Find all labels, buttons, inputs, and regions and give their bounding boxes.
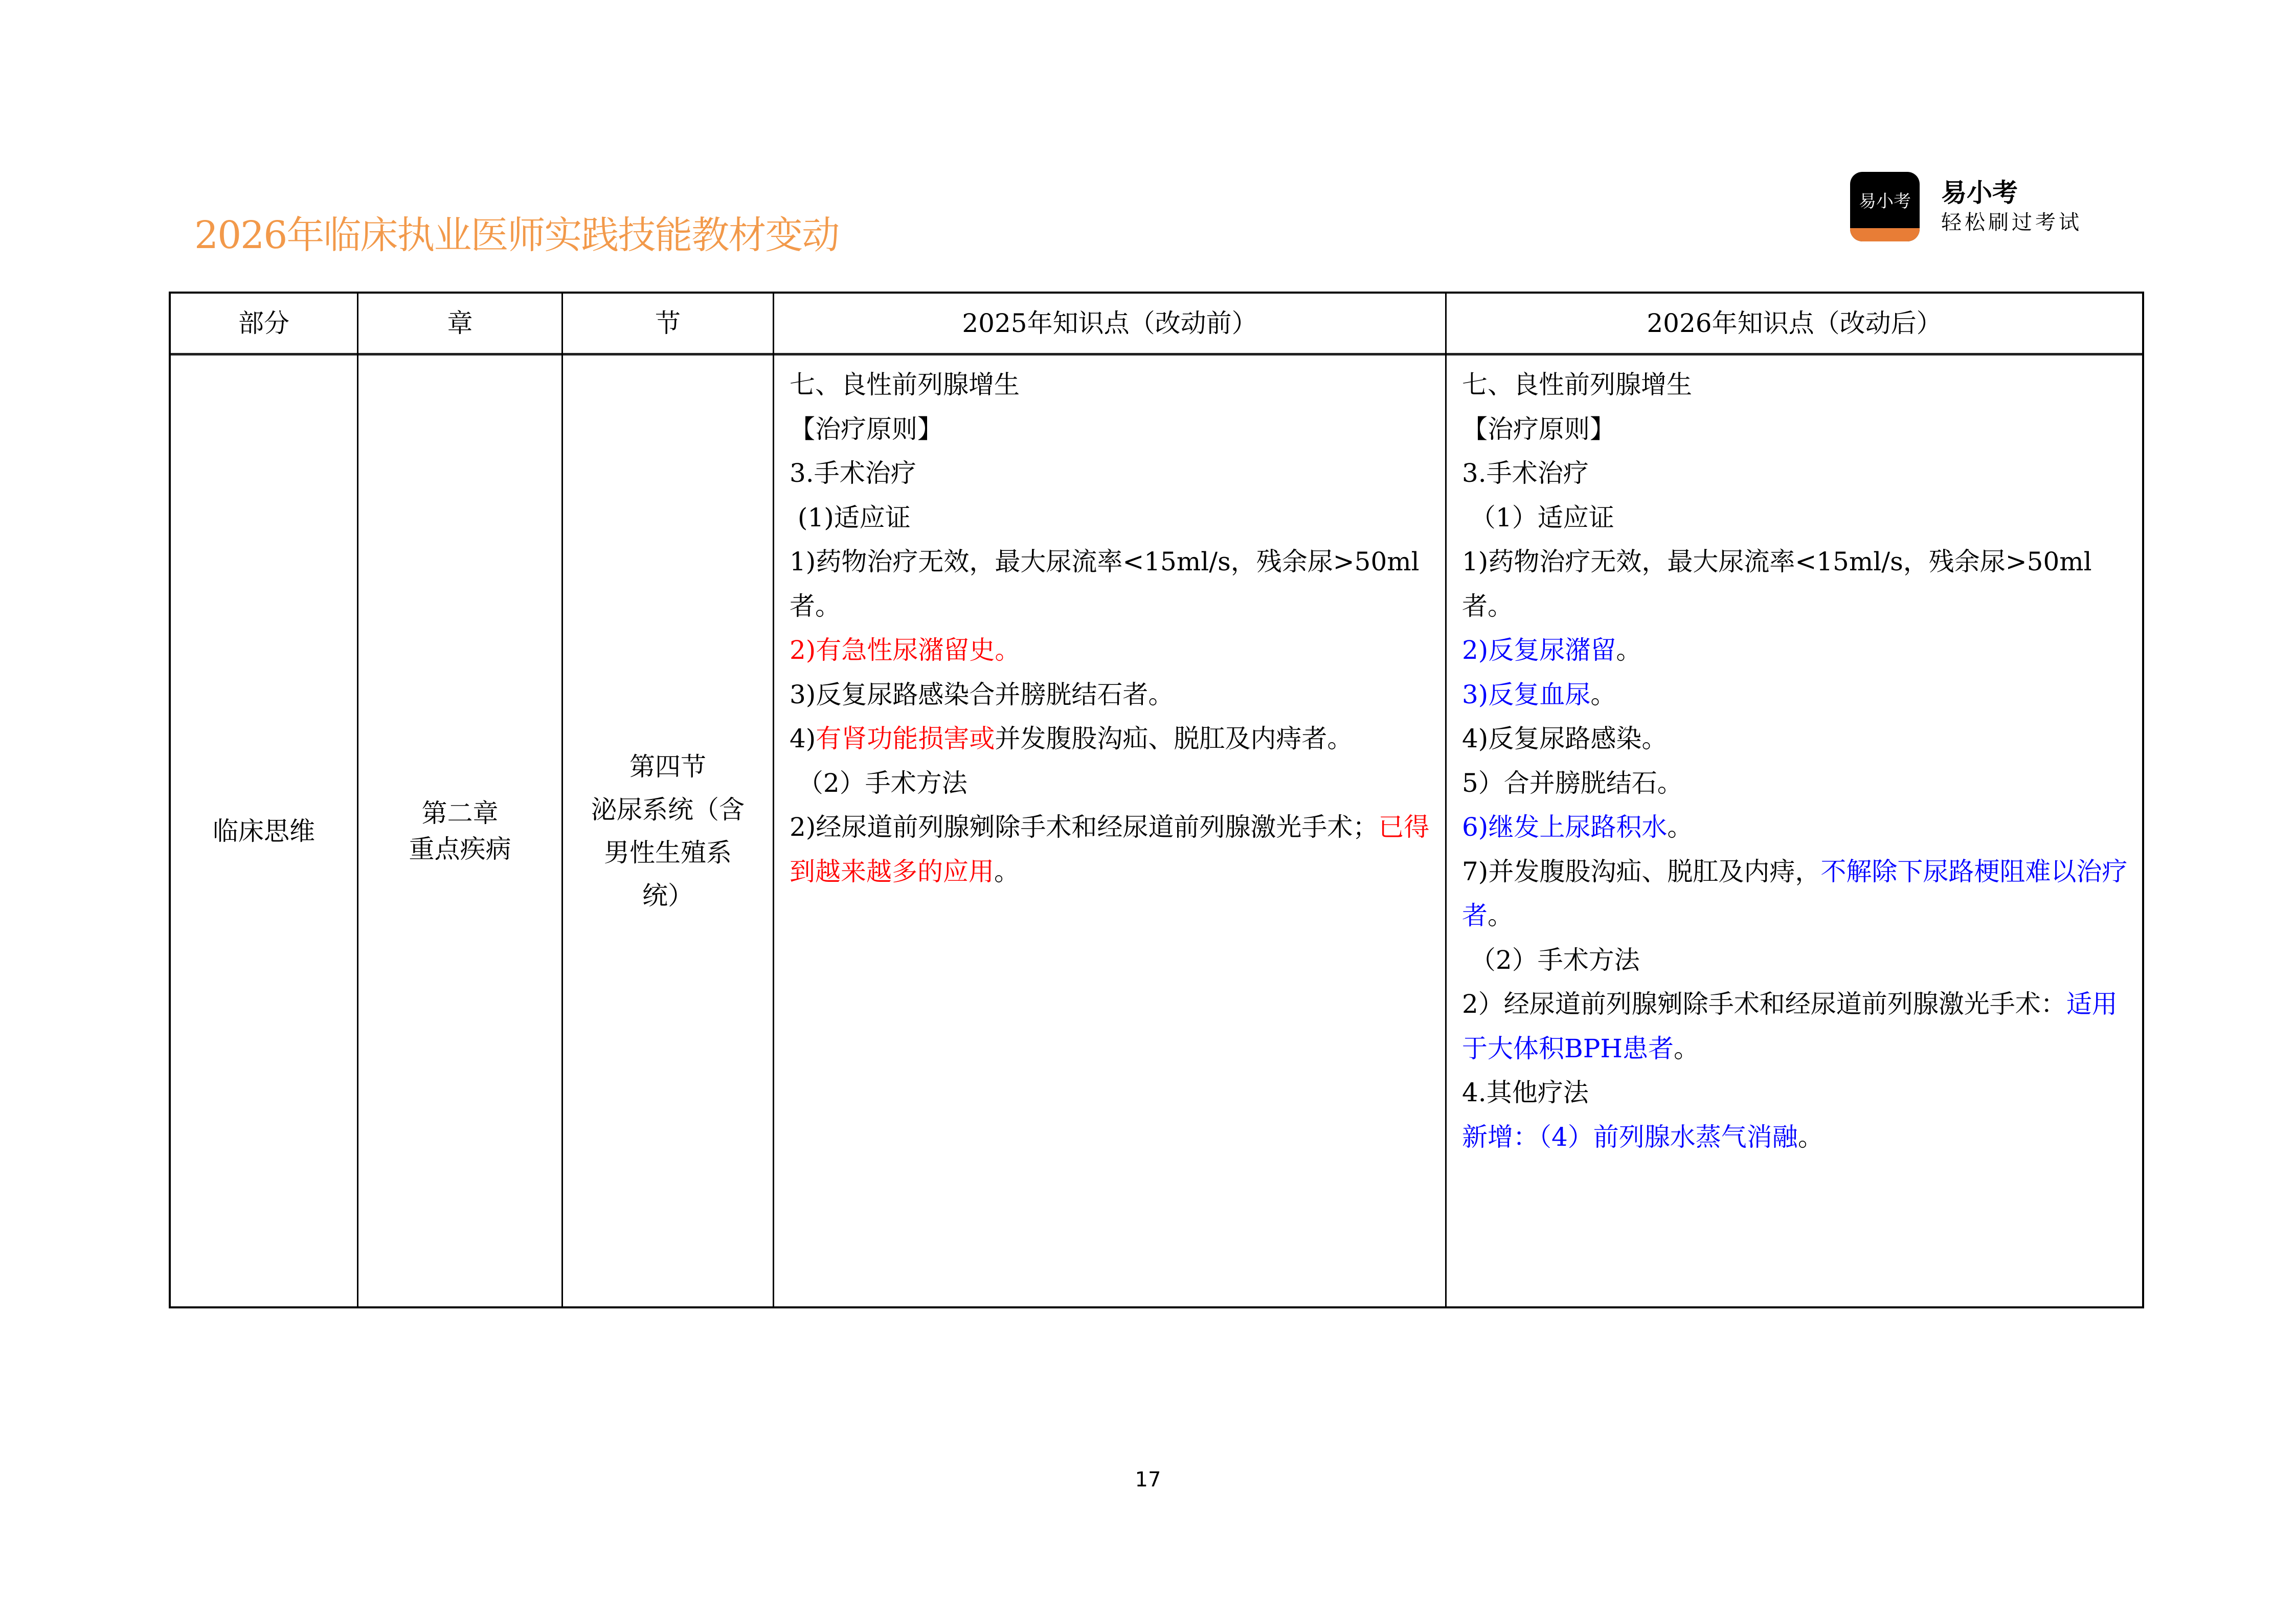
content-line	[790, 628, 1435, 673]
text-segment: 。	[994, 856, 1020, 886]
column-header-before: 2025年知识点（改动前）	[962, 308, 1257, 338]
page-number: 17	[1135, 1468, 1161, 1492]
document-title: 2026年临床执业医师实践技能教材变动	[194, 213, 839, 257]
content-line	[1462, 717, 2132, 761]
text-segment: （1）适应证	[1462, 502, 1614, 532]
chapter-number: 第二章	[421, 798, 499, 828]
section-title-line: 统）	[642, 880, 693, 910]
content-line	[1462, 407, 2132, 452]
text-segment: 【治疗原则】	[790, 414, 943, 444]
text-segment: 3.手术治疗	[790, 458, 916, 488]
text-segment: 4)反复尿路感染。	[1462, 724, 1668, 753]
text-segment: 1)药物治疗无效，最大尿流率<15ml/s，残余尿>50ml者。	[790, 547, 1420, 621]
section-cell	[563, 355, 773, 1306]
content-line	[1462, 938, 2132, 983]
text-segment: 4.其他疗法	[1462, 1078, 1589, 1107]
content-line	[790, 673, 1435, 717]
content-line	[790, 407, 1435, 452]
text-segment: 。	[1667, 812, 1693, 842]
text-segment: 7)并发腹股沟疝、脱肛及内痔，	[1462, 856, 1821, 886]
removed-text: 2)有急性尿潴留史。	[790, 635, 1021, 665]
text-segment: (1)适应证	[790, 502, 911, 532]
text-segment: （2）手术方法	[1462, 945, 1640, 975]
removed-text: 有肾功能损害或	[816, 724, 995, 753]
content-line	[790, 451, 1435, 496]
chapter-title: 重点疾病	[409, 834, 511, 864]
text-segment: 4)	[790, 724, 816, 753]
brand-slogan: 轻松刷过考试	[1941, 211, 2082, 234]
section-title-line: 男性生殖系	[604, 837, 732, 867]
brand-block	[1850, 172, 2082, 241]
added-text: 新增：（4）前列腺水蒸气消融	[1462, 1122, 1798, 1152]
changes-table	[169, 292, 2144, 1308]
content-line	[1462, 1071, 2132, 1115]
brand-logo-icon	[1850, 172, 1920, 241]
content-line	[1462, 540, 2132, 628]
after-content-cell	[1462, 363, 2142, 1159]
content-line	[790, 496, 1435, 540]
brand-logo-band	[1850, 228, 1920, 241]
text-segment: 3.手术治疗	[1462, 458, 1589, 488]
content-line	[1462, 673, 2132, 717]
content-line	[1462, 805, 2132, 850]
brand-name: 易小考	[1941, 178, 2018, 208]
section-number: 第四节	[629, 751, 706, 782]
content-line	[790, 717, 1435, 761]
content-line	[1462, 496, 2132, 540]
added-text: 6)继发上尿路积水	[1462, 812, 1668, 842]
column-divider	[773, 294, 774, 1306]
content-line	[1462, 628, 2132, 673]
added-text: 3)反复血尿	[1462, 679, 1591, 709]
text-segment: 。	[1616, 635, 1642, 665]
content-line	[1462, 982, 2132, 1071]
removed-text: 已得到越来越多的应用	[790, 812, 1430, 886]
column-header-chapter: 章	[447, 308, 473, 338]
section-title-line: 泌尿系统（含	[591, 794, 745, 825]
text-segment: 2）经尿道前列腺剜除手术和经尿道前列腺激光手术：	[1462, 989, 2066, 1019]
column-header-after: 2026年知识点（改动后）	[1647, 308, 1942, 338]
added-text: 2)反复尿潴留	[1462, 635, 1616, 665]
added-text: 不解除下尿路梗阻难以治疗者	[1462, 856, 2128, 930]
text-segment: 。	[1488, 901, 1513, 930]
brand-logo-text: 易小考	[1859, 191, 1911, 212]
content-line	[1462, 761, 2132, 806]
text-segment: 七、良性前列腺增生	[1462, 370, 1692, 399]
text-segment: 1)药物治疗无效，最大尿流率<15ml/s，残余尿>50ml者。	[1462, 547, 2092, 621]
text-segment: 。	[1674, 1033, 1699, 1063]
column-header-section: 节	[655, 308, 681, 338]
column-header-part: 部分	[238, 308, 289, 338]
text-segment: 。	[1797, 1122, 1824, 1152]
content-line	[1462, 451, 2132, 496]
text-segment: 七、良性前列腺增生	[790, 370, 1020, 399]
chapter-cell	[358, 355, 561, 1306]
text-segment: 5）合并膀胱结石。	[1462, 768, 1683, 798]
text-segment: （2）手术方法	[790, 768, 967, 798]
text-segment: 并发腹股沟疝、脱肛及内痔者。	[995, 724, 1353, 753]
content-line	[790, 761, 1435, 806]
before-content-cell	[790, 363, 1445, 894]
text-segment: 。	[1590, 679, 1616, 709]
text-segment: 【治疗原则】	[1462, 414, 1615, 444]
part-cell: 临床思维	[213, 816, 315, 846]
text-segment: 3)反复尿路感染合并膀胱结石者。	[790, 679, 1174, 709]
content-line	[790, 540, 1435, 628]
column-divider	[1445, 294, 1447, 1306]
content-line	[790, 805, 1435, 894]
content-line	[1462, 363, 2132, 407]
content-line	[790, 363, 1435, 407]
text-segment: 2)经尿道前列腺剜除手术和经尿道前列腺激光手术；	[790, 812, 1379, 842]
content-line	[1462, 1115, 2132, 1160]
added-text: 适用于大体积BPH患者	[1462, 989, 2118, 1063]
content-line	[1462, 850, 2132, 938]
